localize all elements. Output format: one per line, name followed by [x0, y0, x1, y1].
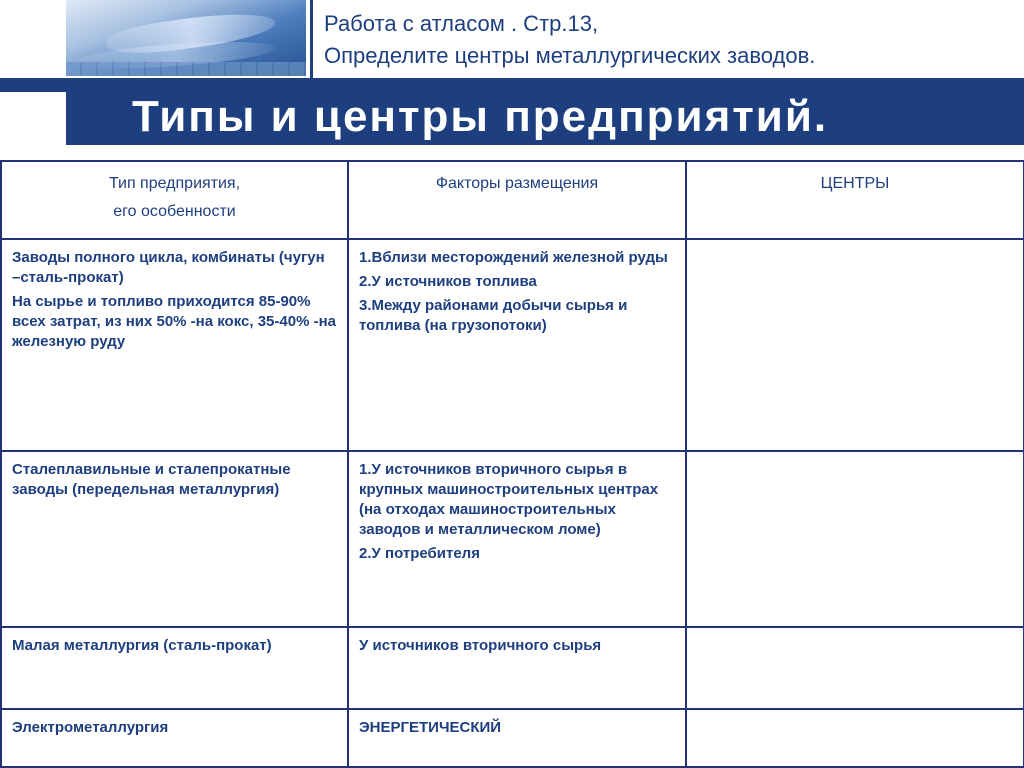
- keyboard-shape: [66, 62, 306, 76]
- cell-text: 2.У потребителя: [359, 545, 480, 562]
- column-header-type-line-2: его особенности: [113, 203, 236, 220]
- cell-text: На сырье и топливо приходится 85-90% всех затрат, из них 50% -на кокс, 35-40% -на железную руду: [12, 293, 336, 350]
- cell-text: У источников вторичного сырья: [359, 637, 602, 654]
- column-header-centers: [686, 161, 1024, 239]
- cell-factors: [348, 239, 686, 451]
- cell-centers: [686, 627, 1024, 709]
- cell-centers: [686, 451, 1024, 627]
- cell-type: [1, 709, 348, 767]
- column-header-type-line-1: Тип предприятия,: [108, 175, 241, 192]
- cell-text: 3.Между районами добычи сырья и топлива (на грузопотоки): [359, 297, 628, 334]
- cell-text: Заводы полного цикла, комбинаты (чугун –сталь-прокат): [12, 249, 325, 286]
- table-row: [1, 709, 1024, 767]
- subtitle-line-1: Работа с атласом . Стр.13,: [324, 11, 599, 36]
- cell-text: Сталеплавильные и сталепрокатные заводы (передельная металлургия): [12, 461, 291, 498]
- header-photo: [66, 0, 306, 76]
- cell-factors: [348, 627, 686, 709]
- cell-text: 1.У источников вторичного сырья в крупных машиностроительных центрах (на отходах машиностроительных заводов и металлическом ломе): [359, 461, 659, 538]
- table-header-row: [1, 161, 1024, 239]
- subtitle-line-2: Определите центры металлургических заводов.: [324, 43, 816, 68]
- cell-text: 2.У источников топлива: [359, 273, 537, 290]
- cell-text: Малая металлургия (сталь-прокат): [12, 637, 272, 654]
- cell-text: 1.Вблизи месторождений железной руды: [359, 249, 668, 266]
- slide-subtitle: [324, 8, 1014, 72]
- enterprise-table: [0, 160, 1024, 768]
- title-band-notch: [0, 92, 66, 145]
- table-row: [1, 627, 1024, 709]
- table-row: [1, 451, 1024, 627]
- table-row: [1, 239, 1024, 451]
- column-header-factors-label: Факторы размещения: [435, 175, 599, 192]
- page-title: Типы и центры предприятий.: [132, 92, 829, 141]
- cell-type: [1, 627, 348, 709]
- column-header-centers-label: ЦЕНТРЫ: [820, 175, 890, 192]
- header-divider: [310, 0, 313, 78]
- cell-factors: [348, 709, 686, 767]
- cell-centers: [686, 709, 1024, 767]
- column-header-factors: [348, 161, 686, 239]
- cell-text: ЭНЕРГЕТИЧЕСКИЙ: [359, 719, 502, 736]
- cell-centers: [686, 239, 1024, 451]
- cell-type: [1, 239, 348, 451]
- cell-factors: [348, 451, 686, 627]
- cell-text: Электрометаллургия: [12, 719, 169, 736]
- column-header-type: [1, 161, 348, 239]
- cell-type: [1, 451, 348, 627]
